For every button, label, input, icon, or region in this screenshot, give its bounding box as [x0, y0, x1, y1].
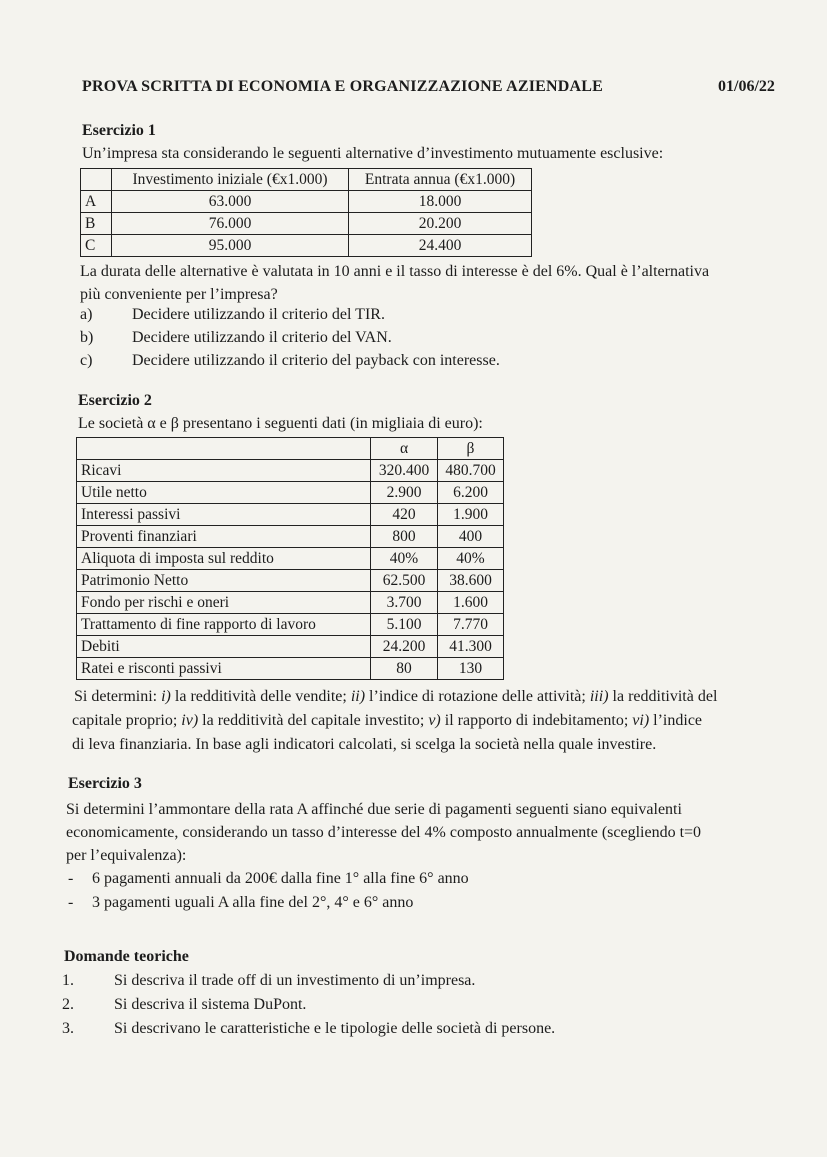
- table-corner-cell: [77, 438, 371, 460]
- question-marker: iv): [181, 712, 199, 729]
- table-cell: 76.000: [112, 213, 349, 235]
- list-text: Decidere utilizzando il criterio del TIR.: [132, 306, 385, 323]
- row-label: Ratei e risconti passivi: [77, 658, 371, 680]
- table-corner-cell: [81, 169, 112, 191]
- table-row: [77, 636, 504, 658]
- exercise-1-text-line2: più conveniente per l’impresa?: [80, 286, 278, 303]
- table-cell: 2.900: [371, 482, 438, 504]
- table-cell: 41.300: [438, 636, 504, 658]
- question-marker: ii): [350, 688, 366, 705]
- table-cell: 63.000: [112, 191, 349, 213]
- table-cell: 130: [438, 658, 504, 680]
- question-text: l’indice: [653, 712, 703, 729]
- list-marker: a): [80, 306, 93, 323]
- table-cell: 40%: [438, 548, 504, 570]
- list-marker: c): [80, 352, 93, 369]
- question-marker: i): [161, 688, 171, 705]
- column-header-alpha: α: [371, 438, 438, 460]
- exam-date: 01/06/22: [718, 78, 775, 95]
- table-cell: 80: [371, 658, 438, 680]
- list-text: Decidere utilizzando il criterio del VAN.: [132, 329, 392, 346]
- row-label: Interessi passivi: [77, 504, 371, 526]
- table-cell: 800: [371, 526, 438, 548]
- table-row: [77, 658, 504, 680]
- list-text: Decidere utilizzando il criterio del payback con interesse.: [132, 352, 500, 369]
- exercise-3-line2: economicamente, considerando un tasso d’interesse del 4% composto annualmente (scegliendo t=0: [66, 824, 702, 841]
- list-marker: b): [80, 329, 94, 346]
- exam-title: PROVA SCRITTA DI ECONOMIA E ORGANIZZAZIONE AZIENDALE: [82, 78, 604, 95]
- table-header-row: [81, 169, 532, 191]
- row-label: Aliquota di imposta sul reddito: [77, 548, 371, 570]
- question-text: l’indice di rotazione delle attività;: [369, 688, 586, 705]
- row-label: Patrimonio Netto: [77, 570, 371, 592]
- list-text: Si descriva il trade off di un investimento di un’impresa.: [114, 972, 476, 989]
- table-row: [77, 504, 504, 526]
- table-cell: 1.900: [438, 504, 504, 526]
- table-row: [77, 592, 504, 614]
- list-text: Si descriva il sistema DuPont.: [114, 996, 307, 1013]
- table-cell: 1.600: [438, 592, 504, 614]
- table-cell: 5.100: [371, 614, 438, 636]
- question-text: la redditività del: [612, 688, 718, 705]
- list-marker: -: [68, 870, 74, 887]
- question-text: la redditività delle vendite;: [174, 688, 347, 705]
- exercise-2-question-line1: [74, 686, 717, 708]
- exercise-3-line3: per l’equivalenza):: [66, 847, 187, 864]
- table-cell: 7.770: [438, 614, 504, 636]
- row-label: A: [81, 191, 112, 213]
- table-row: [81, 213, 532, 235]
- exercise-1-text-line1: La durata delle alternative è valutata in 10 anni e il tasso di interesse è del 6%. Qual è l’alternativa: [80, 263, 710, 280]
- table-row: [77, 570, 504, 592]
- table-row: [77, 526, 504, 548]
- table-row: [77, 460, 504, 482]
- column-header: Entrata annua (€x1.000): [349, 169, 532, 191]
- question-text: capitale proprio;: [72, 712, 178, 729]
- question-prefix: Si determini:: [74, 688, 158, 705]
- companies-table: [76, 437, 504, 680]
- table-cell: 62.500: [371, 570, 438, 592]
- exercise-3-title: Esercizio 3: [68, 775, 142, 792]
- table-row: [77, 548, 504, 570]
- table-header-row: [77, 438, 504, 460]
- table-cell: 400: [438, 526, 504, 548]
- exercise-1-intro: Un’impresa sta considerando le seguenti alternative d’investimento mutuamente esclusive:: [82, 145, 664, 162]
- investment-table: [80, 168, 532, 257]
- row-label: C: [81, 235, 112, 257]
- exercise-2-intro: Le società α e β presentano i seguenti dati (in migliaia di euro):: [78, 415, 483, 432]
- row-label: B: [81, 213, 112, 235]
- list-text: Si descrivano le caratteristiche e le tipologie delle società di persone.: [114, 1020, 556, 1037]
- row-label: Ricavi: [77, 460, 371, 482]
- table-cell: 18.000: [349, 191, 532, 213]
- table-cell: 480.700: [438, 460, 504, 482]
- list-text: 6 pagamenti annuali da 200€ dalla fine 1° alla fine 6° anno: [92, 870, 469, 887]
- table-row: [77, 482, 504, 504]
- table-cell: 40%: [371, 548, 438, 570]
- row-label: Debiti: [77, 636, 371, 658]
- table-row: [81, 235, 532, 257]
- exercise-3-line1: Si determini l’ammontare della rata A affinché due serie di pagamenti seguenti siano equivalenti: [66, 801, 682, 818]
- list-marker: 3.: [62, 1020, 74, 1037]
- question-text: la redditività del capitale investito;: [202, 712, 425, 729]
- row-label: Trattamento di fine rapporto di lavoro: [77, 614, 371, 636]
- table-cell: 95.000: [112, 235, 349, 257]
- row-label: Utile netto: [77, 482, 371, 504]
- exercise-2-question-line3: di leva finanziaria. In base agli indicatori calcolati, si scelga la società nella quale investire.: [72, 736, 657, 753]
- theory-title: Domande teoriche: [64, 948, 189, 965]
- exercise-2-question-line2: [72, 710, 702, 732]
- list-marker: -: [68, 894, 74, 911]
- row-label: Proventi finanziari: [77, 526, 371, 548]
- table-cell: 320.400: [371, 460, 438, 482]
- table-cell: 38.600: [438, 570, 504, 592]
- question-marker: v): [428, 712, 441, 729]
- exercise-1-title: Esercizio 1: [82, 122, 156, 139]
- list-marker: 1.: [62, 972, 74, 989]
- table-row: [77, 614, 504, 636]
- list-text: 3 pagamenti uguali A alla fine del 2°, 4° e 6° anno: [92, 894, 414, 911]
- question-text: il rapporto di indebitamento;: [444, 712, 629, 729]
- table-cell: 24.200: [371, 636, 438, 658]
- question-marker: iii): [589, 688, 609, 705]
- table-cell: 3.700: [371, 592, 438, 614]
- row-label: Fondo per rischi e oneri: [77, 592, 371, 614]
- column-header: Investimento iniziale (€x1.000): [112, 169, 349, 191]
- table-cell: 24.400: [349, 235, 532, 257]
- table-cell: 20.200: [349, 213, 532, 235]
- table-cell: 6.200: [438, 482, 504, 504]
- table-row: [81, 191, 532, 213]
- table-cell: 420: [371, 504, 438, 526]
- list-marker: 2.: [62, 996, 74, 1013]
- exercise-2-title: Esercizio 2: [78, 392, 152, 409]
- question-marker: vi): [632, 712, 650, 729]
- column-header-beta: β: [438, 438, 504, 460]
